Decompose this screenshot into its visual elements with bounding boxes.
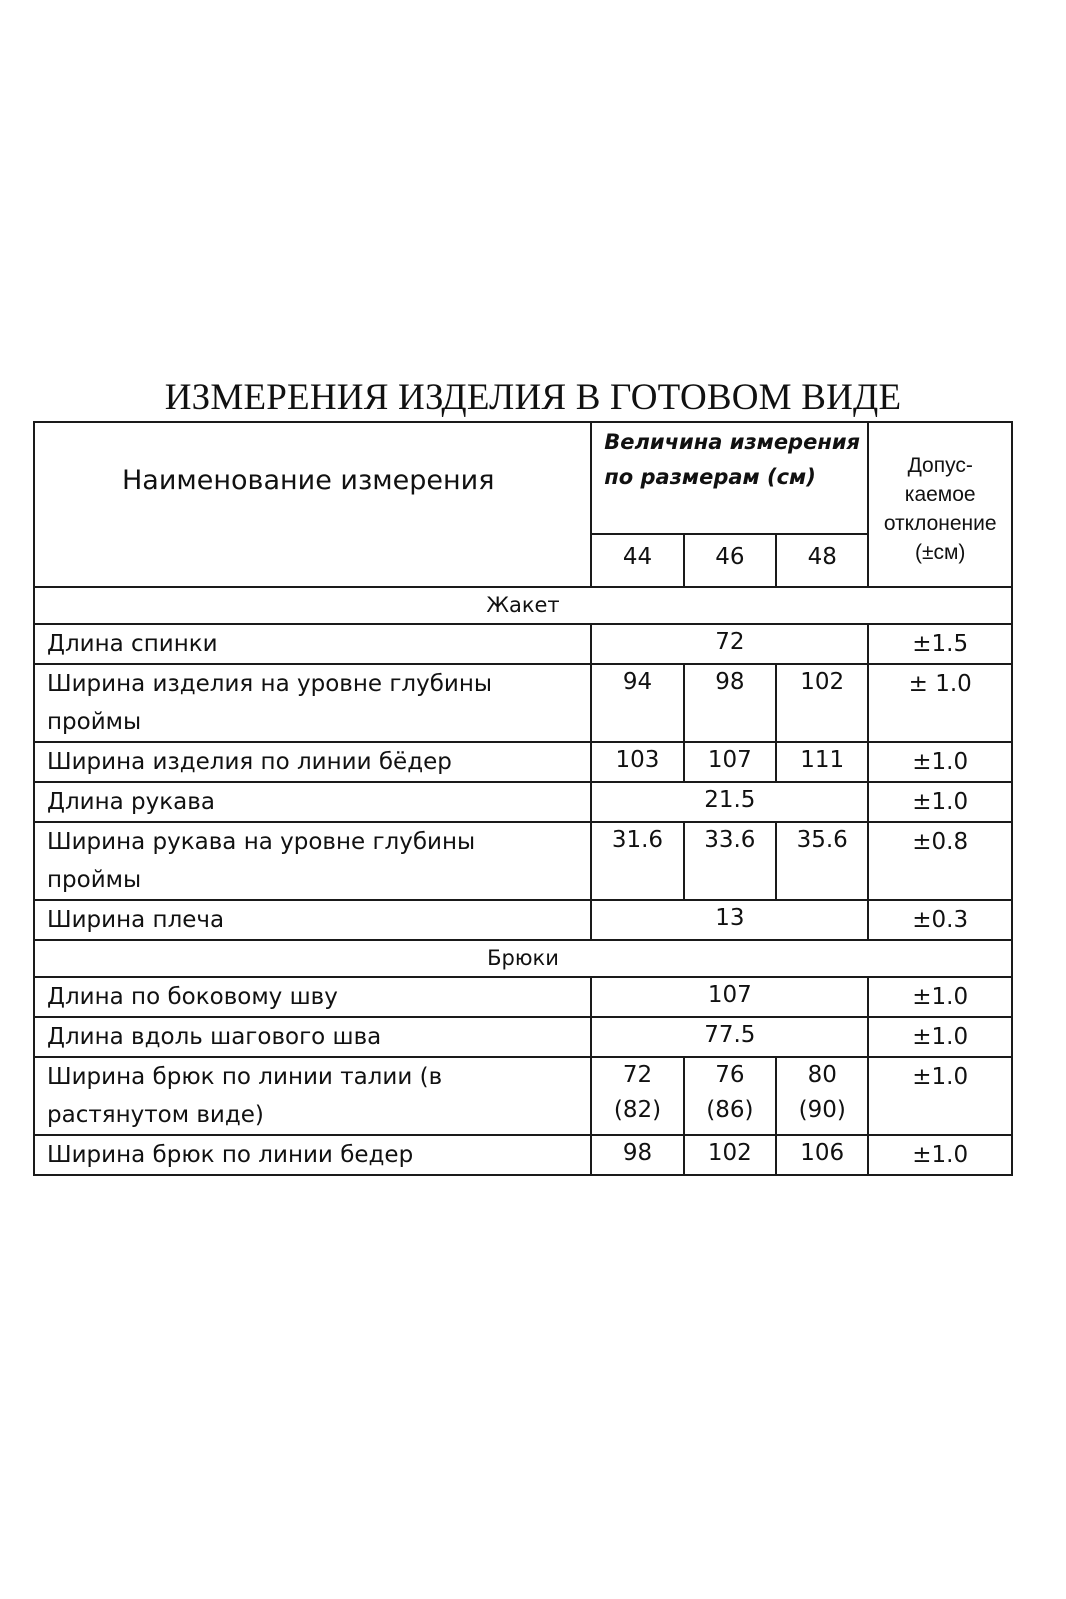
measure-name-line1: Ширина изделия на уровне глубины <box>47 671 493 697</box>
header-tol-line2: каемое <box>904 482 976 506</box>
measure-name-line1: Ширина рукава на уровне глубины <box>47 829 476 855</box>
header-sizes-line1: Величина измерения <box>604 430 861 454</box>
document-title: ИЗМЕРЕНИЯ ИЗДЕЛИЯ В ГОТОВОМ ВИДЕ <box>164 377 902 418</box>
header-tol-line1: Допус- <box>907 453 973 477</box>
section-row <box>34 587 1012 624</box>
measure-value-44 <box>591 1057 683 1135</box>
measure-value-44: 103 <box>591 742 683 782</box>
measure-name <box>34 664 591 742</box>
measure-value: 77.5 <box>591 1017 868 1057</box>
measurement-table <box>33 421 1013 1176</box>
table-row <box>34 782 1012 822</box>
measure-tolerance: ±1.0 <box>868 742 1012 782</box>
measure-name: Длина по боковому шву <box>34 977 591 1017</box>
measure-value: 72 <box>591 624 868 664</box>
measure-value-46: 107 <box>684 742 776 782</box>
measure-tolerance: ± 1.0 <box>868 664 1012 742</box>
measure-name-line2: проймы <box>47 867 142 893</box>
table-row <box>34 977 1012 1017</box>
measure-tolerance: ±1.0 <box>868 1057 1012 1135</box>
measure-value-46 <box>684 1057 776 1135</box>
table-row <box>34 664 1012 742</box>
measure-name <box>34 822 591 900</box>
header-measurement-name: Наименование измерения <box>34 422 591 587</box>
measure-name-line2: растянутом виде) <box>47 1102 264 1128</box>
measure-value-46: 102 <box>684 1135 776 1175</box>
measure-tolerance: ±1.0 <box>868 1017 1012 1057</box>
header-tolerance <box>868 422 1012 587</box>
measure-value-48: 111 <box>776 742 868 782</box>
measure-tolerance: ±1.0 <box>868 1135 1012 1175</box>
header-row <box>34 422 1012 534</box>
size-46: 46 <box>684 534 776 587</box>
measure-name: Длина вдоль шагового шва <box>34 1017 591 1057</box>
section-jacket: Жакет <box>34 587 1012 624</box>
value-relaxed: 76 <box>715 1062 745 1088</box>
measure-tolerance: ±1.5 <box>868 624 1012 664</box>
table-row <box>34 900 1012 940</box>
value-stretched: (86) <box>706 1097 754 1123</box>
measure-tolerance: ±0.3 <box>868 900 1012 940</box>
measure-value-44: 94 <box>591 664 683 742</box>
header-tol-line3: отклонение <box>883 511 997 535</box>
value-relaxed: 80 <box>807 1062 837 1088</box>
measure-value-44: 98 <box>591 1135 683 1175</box>
measure-name: Длина рукава <box>34 782 591 822</box>
header-tol-line4: (±см) <box>914 540 966 564</box>
measure-value-48: 102 <box>776 664 868 742</box>
measure-name-line1: Ширина брюк по линии талии (в <box>47 1064 443 1090</box>
section-trousers: Брюки <box>34 940 1012 977</box>
measure-value-46: 98 <box>684 664 776 742</box>
measure-tolerance: ±1.0 <box>868 782 1012 822</box>
measure-value: 107 <box>591 977 868 1017</box>
measure-value: 13 <box>591 900 868 940</box>
value-relaxed: 72 <box>622 1062 653 1088</box>
value-stretched: (90) <box>798 1097 846 1123</box>
table-row <box>34 742 1012 782</box>
measure-name <box>34 1057 591 1135</box>
header-sizes-line2: по размерам (см) <box>604 465 816 489</box>
measure-value-48: 35.6 <box>776 822 868 900</box>
measure-name: Ширина брюк по линии бедер <box>34 1135 591 1175</box>
measure-value-46: 33.6 <box>684 822 776 900</box>
measure-tolerance: ±0.8 <box>868 822 1012 900</box>
table-row <box>34 822 1012 900</box>
table-row <box>34 1057 1012 1135</box>
table-row <box>34 1135 1012 1175</box>
measure-name-line2: проймы <box>47 709 142 735</box>
section-row <box>34 940 1012 977</box>
measure-value-44: 31.6 <box>591 822 683 900</box>
measure-name: Длина спинки <box>34 624 591 664</box>
size-48: 48 <box>776 534 868 587</box>
measure-tolerance: ±1.0 <box>868 977 1012 1017</box>
measure-name: Ширина плеча <box>34 900 591 940</box>
measure-name: Ширина изделия по линии бёдер <box>34 742 591 782</box>
table-row <box>34 624 1012 664</box>
measure-value-48 <box>776 1057 868 1135</box>
measure-value-48: 106 <box>776 1135 868 1175</box>
value-stretched: (82) <box>613 1097 662 1123</box>
size-44: 44 <box>591 534 683 587</box>
header-sizes <box>591 422 868 534</box>
table-row <box>34 1017 1012 1057</box>
measure-value: 21.5 <box>591 782 868 822</box>
